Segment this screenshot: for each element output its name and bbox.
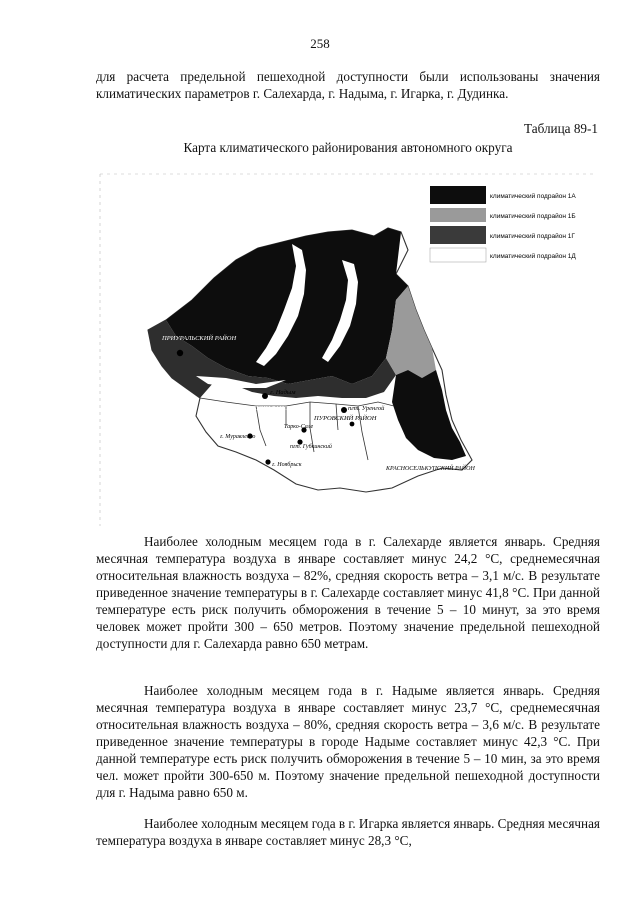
label-tarko-sale: Тарко-Сале [284,424,314,430]
city-dot-urengoy [341,407,347,413]
label-nadymsky: НАДЫМСКИЙ РАЙОН [228,405,294,412]
label-purovsky: ПУРОВСКИЙ РАЙОН [314,415,377,422]
legend-label-1b: климатический подрайон 1Б [490,213,576,220]
city-dot-noyabrsk [265,459,270,464]
label-muravlenko: г. Муравленко [220,434,256,440]
legend-label-1g: климатический подрайон 1Г [490,233,575,240]
legend-label-1d: климатический подрайон 1Д [490,253,576,260]
intro-paragraph: для расчета предельной пешеходной доступности были использованы значения климатических параметров г. Салехарда, г. Надыма, г. Игарка, г. Дудинка. [96,69,600,101]
paragraph-nadym: Наиболее холодным месяцем года в г. Надыме является январь. Средняя месячная температура воздуха в январе составляет минус 23,7 °С, среднемесячная относительная влажность воздуха – 80%, средняя скорость ветра – 3,6 м/с. В результате приведенное значение температуры в городе Надыме составляет минус 42,3 °С. При данной температуре есть риск получить обморожения в течение 5 – 10 мин, за это время чел. может пройти 300-650 м. Поэтому значение предельной пешеходной доступности для г. Надыма равно 650 м. [96,683,600,800]
label-priuralsky: ПРИУРАЛЬСКИЙ РАЙОН [162,335,237,342]
legend-swatch-1b [430,208,486,222]
label-city-nadym: г. Надым [270,389,296,396]
legend-swatch-1g [430,226,486,244]
legend-label-1a: климатический подрайон 1А [490,193,576,200]
city-dot-krasnoselkup [350,422,355,427]
paragraph-igarka: Наиболее холодным месяцем года в г. Игарка является январь. Средняя месячная температура воздуха в январе составляет минус 28,3 °С, [96,816,600,848]
city-dot-nadym [262,393,268,399]
map-legend [430,186,576,262]
climate-map [96,170,600,530]
paragraph-salekhard: Наиболее холодным месяцем года в г. Салехарде является январь. Средняя месячная температура воздуха в январе составляет минус 24,2 °С, среднемесячная относительная влажность воздуха – 82%, средняя скорость ветра – 3,1 м/с. В результате приведенное значение температуры в г. Салехарде составляет минус 41,8 °С. При данной температуре есть риск получить обморожения в течение 5 – 10 минут, за это время человек может пройти 300 – 650 метров. Поэтому значение предельной пешеходной доступности для г. Салехарда равно 650 метрам. [96,534,600,651]
label-gubkinsky: пгт. Губкинский [290,444,332,450]
label-urengoy: пгт. Уренгой [348,405,385,412]
label-krasnoselkupsky: КРАСНОСЕЛЬКУПСКИЙ РАЙОН [386,466,475,472]
legend-swatch-1d [430,248,486,262]
legend-swatch-1a [430,186,486,204]
table-label: Таблица 89-1 [524,121,598,136]
label-noyabrsk: г. Ноябрьск [272,462,302,468]
map-title: Карта климатического районирования автономного округа [183,140,513,155]
city-dot-salekhard [177,350,183,356]
climate-map-figure [96,170,600,530]
page-number: 258 [310,36,330,51]
